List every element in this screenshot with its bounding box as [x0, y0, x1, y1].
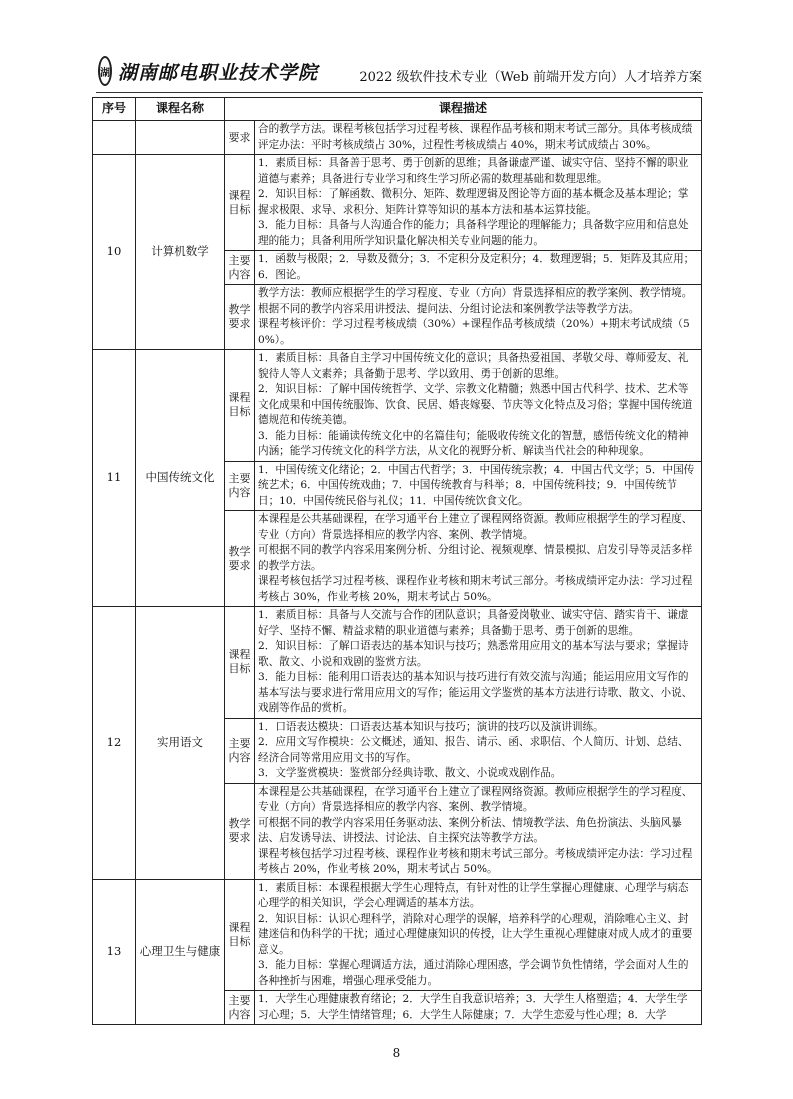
- req-text: [255, 285, 702, 350]
- text-line: 课程考核包括学习过程考核、课程作业考核和期末考试三部分。考核成绩评定办法：学习过程考核占 30%，作业考核 20%，期末考试占 50%。: [258, 575, 693, 603]
- req-text: [255, 511, 702, 607]
- text-line: 课程考核评价：学习过程考核成绩（30%）+课程作品考核成绩（20%）+期末考试成绩（50%）。: [258, 318, 690, 346]
- text-line: 合的教学方法。课程考核包括学习过程考核、课程作品考核和期末考试三部分。具体考核成绩评定办法：平时考核成绩占 30%，过程性考核成绩占 40%，期末考试成绩占 30%。: [258, 123, 693, 151]
- school-logo: [98, 56, 319, 86]
- text-line: 教学方法：教师应根据学生的学习程度、专业（方向）背景选择相应的教学案例、教学情境。根据不同的教学内容采用讲授法、提问法、分组讨论法和案例教学法等教学方法。: [258, 287, 693, 315]
- text-line: 3．能力目标：掌握心理调适方法，通过消除心理困惑，学会调节负性情绪，学会面对人生的各种挫折与困难，增强心理承受能力。: [258, 959, 689, 987]
- school-seal-icon: 湖: [98, 56, 112, 86]
- sub-label-content: 主要内容: [225, 718, 255, 783]
- header-divider: [96, 92, 703, 93]
- header-course-name: 课程名称: [136, 98, 225, 121]
- content-text: [255, 461, 702, 511]
- text-line: 可根据不同的教学内容采用案例分析、分组讨论、视频观摩、情景模拟、启发引导等灵活多样的教学方法。: [258, 544, 693, 572]
- sub-label-req: 教学要求: [225, 783, 255, 879]
- sub-label-goal: 课程目标: [225, 607, 255, 719]
- sub-label-goal: 课程目标: [225, 155, 255, 251]
- text-line: 1．中国传统文化绪论；2．中国古代哲学；3．中国传统宗教；4．中国古代文学；5．中国传统艺术；6．中国传统戏曲；7．中国传统教育与科举；8．中国传统科技；9．中国传统节日；10．中国传统民俗与礼仪；11．中国传统饮食文化。: [258, 463, 695, 507]
- empty-cell: [93, 121, 136, 155]
- table-header-row: [93, 98, 702, 121]
- document-title: 2022 级软件技术专业（Web 前端开发方向）人才培养方案: [359, 70, 702, 85]
- text-line: 3．能力目标：具备与人沟通合作的能力；具备科学理论的理解能力；具备数字应用和信息处理的能力；具备利用所学知识量化解决相关专业问题的能力。: [258, 219, 689, 247]
- continued-requirement-text: [255, 121, 702, 155]
- req-text: [255, 783, 702, 879]
- course-index: 11: [93, 350, 136, 607]
- table-row: [93, 350, 702, 462]
- text-line: 1．素质目标：具备善于思考、勇于创新的思维；具备谦虚严谨、诚实守信、坚持不懈的职业道德与素养；具备进行专业学习和终生学习所必需的数理基础和数理思维。: [258, 157, 689, 185]
- course-index: 10: [93, 155, 136, 350]
- sub-label-req: 教学要求: [225, 511, 255, 607]
- course-index: 13: [93, 879, 136, 1025]
- goal-text: [255, 607, 702, 719]
- text-line: 2．知识目标：认识心理科学，消除对心理学的误解，培养科学的心理观，消除唯心主义、封建迷信和伪科学的干扰；通过心理健康知识的传授，让大学生重视心理健康对成人成才的重要意义。: [258, 912, 693, 956]
- sub-label-req: 教学要求: [225, 285, 255, 350]
- text-line: 1．素质目标：具备与人交流与合作的团队意识；具备爱岗敬业、诚实守信、踏实肯干、谦虚好学、坚持不懈、精益求精的职业道德与素养；具备勤于思考、勇于创新的思维。: [258, 609, 689, 637]
- course-index: 12: [93, 607, 136, 880]
- text-line: 本课程是公共基础课程，在学习通平台上建立了课程网络资源。教师应根据学生的学习程度、专业（方向）背景选择相应的教学内容、案例、教学情境。: [258, 513, 693, 541]
- text-line: 2．知识目标：了解函数、微积分、矩阵、数理逻辑及图论等方面的基本概念及基本理论；掌握求极限、求导、求积分、矩阵计算等知识的基本方法和基本运算技能。: [258, 188, 689, 216]
- sub-label-goal: 课程目标: [225, 879, 255, 991]
- table-row: [93, 155, 702, 251]
- sub-label-content: 主要内容: [225, 461, 255, 511]
- empty-cell: [136, 121, 225, 155]
- table-row: [93, 879, 702, 991]
- text-line: 3．能力目标：能诵读传统文化中的名篇佳句；能吸收传统文化的智慧，感悟传统文化的精神内涵；能学习传统文化的科学方法，从文化的视野分析、解读当代社会的种种现象。: [258, 429, 689, 457]
- course-name: 中国传统文化: [136, 350, 225, 607]
- text-line: 2．知识目标：了解中国传统哲学、文学、宗教文化精髓；熟悉中国古代科学、技术、艺术等文化成果和中国传统服饰、饮食、民居、婚丧嫁娶、节庆等文化特点及习俗；掌握中国传统道德规范和传统美德。: [258, 383, 693, 426]
- text-line: 可根据不同的教学内容采用任务驱动法、案例分析法、情境教学法、角色扮演法、头脑风暴法、启发诱导法、讲授法、讨论法、自主探究法等教学方法。: [258, 816, 682, 844]
- course-name: 心理卫生与健康: [136, 879, 225, 1025]
- header-index: 序号: [93, 98, 136, 121]
- course-table: [92, 97, 702, 1025]
- goal-text: [255, 879, 702, 991]
- content-text: [255, 251, 702, 285]
- sub-label-requirement: 要求: [225, 121, 255, 155]
- table-row-continued: [93, 121, 702, 155]
- text-line: 课程考核包括学习过程考核、课程作业考核和期末考试三部分。考核成绩评定办法：学习过程考核占 20%，作业考核 20%，期末考试占 50%。: [258, 847, 693, 875]
- header-course-description: 课程描述: [225, 98, 702, 121]
- text-line: 1．口语表达模块：口语表达基本知识与技巧；演讲的技巧以及演讲训练。: [258, 720, 604, 733]
- sub-label-content: 主要内容: [225, 251, 255, 285]
- text-line: 3．文学鉴赏模块：鉴赏部分经典诗歌、散文、小说或戏剧作品。: [258, 767, 562, 779]
- table-row: [93, 607, 702, 719]
- school-name: 湖南邮电职业技术学院: [118, 61, 319, 84]
- text-line: 本课程是公共基础课程，在学习通平台上建立了课程网络资源。教师应根据学生的学习程度、专业（方向）背景选择相应的教学内容、案例、教学情境。: [258, 785, 693, 813]
- goal-text: [255, 155, 702, 251]
- text-line: 1．素质目标：本课程根据大学生心理特点，有针对性的让学生掌握心理健康、心理学与病态心理学的相关知识，学会心理调适的基本方法。: [258, 881, 689, 909]
- sub-label-content: 主要内容: [225, 991, 255, 1025]
- page-number: 8: [392, 1046, 401, 1060]
- course-name: 计算机数学: [136, 155, 225, 350]
- text-line: 1．函数与极限；2．导数及微分；3．不定积分及定积分；4．数理逻辑；5．矩阵及其应用；6．图论。: [258, 253, 695, 281]
- sub-label-goal: 课程目标: [225, 350, 255, 462]
- goal-text: [255, 350, 702, 462]
- text-line: 1．大学生心理健康教育绪论；2．大学生自我意识培养；3．大学生人格塑造；4．大学生学习心理；5．大学生情绪管理；6．大学生人际健康；7．大学生恋爱与性心理；8．大学: [258, 993, 688, 1021]
- text-line: 2．应用文写作模块：公文概述，通知、报告、请示、函、求职信、个人简历、计划、总结、经济合同等常用应用文书的写作。: [258, 736, 689, 764]
- text-line: 1．素质目标：具备自主学习中国传统文化的意识；具备热爱祖国、孝敬父母、尊师爱友、礼貌待人等人文素养；具备勤于思考、学以致用、勇于创新的思维。: [258, 352, 689, 380]
- page-header: [98, 54, 702, 92]
- content-text: [255, 991, 702, 1025]
- text-line: 2．知识目标：了解口语表达的基本知识与技巧；熟悉常用应用文的基本写法与要求；掌握诗歌、散文、小说和戏剧的鉴赏方法。: [258, 640, 689, 668]
- content-text: [255, 718, 702, 783]
- text-line: 3．能力目标：能利用口语表达的基本知识与技巧进行有效交流与沟通；能运用应用文写作的基本写法与要求进行常用应用文的写作；能运用文学鉴赏的基本方法进行诗歌、散文、小说、戏剧等作品的赏析。: [258, 671, 693, 714]
- course-name: 实用语文: [136, 607, 225, 880]
